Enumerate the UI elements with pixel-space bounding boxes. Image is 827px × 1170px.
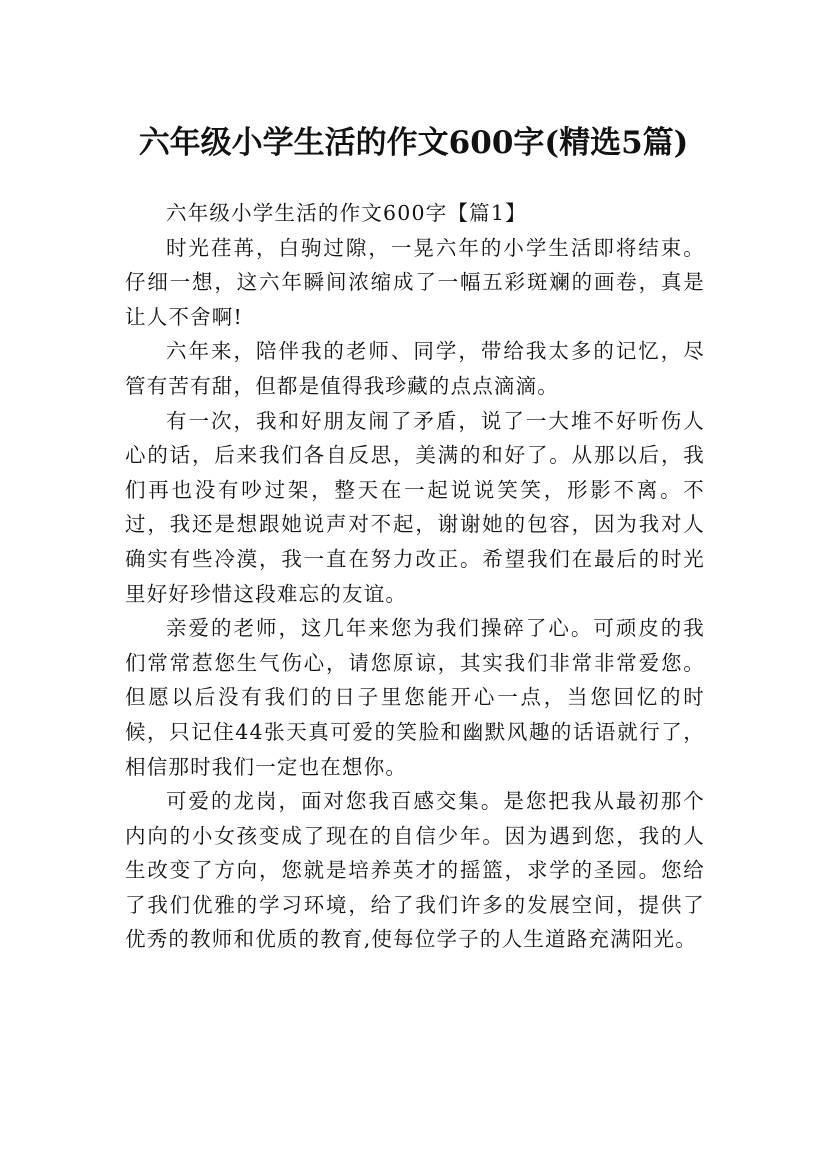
- paragraph: 亲爱的老师，这几年来您为我们操碎了心。可顽皮的我们常常惹您生气伤心，请您原谅，其实我们非常非常爱您。但愿以后没有我们的日子里您能开心一点，当您回忆的时候，只记住44张天真可爱的笑脸和幽默风趣的话语就行了，相信那时我们一定也在想你。: [125, 616, 705, 779]
- paragraph: 有一次，我和好朋友闹了矛盾，说了一大堆不好听伤人心的话，后来我们各自反思，美满的和好了。从那以后，我们再也没有吵过架，整天在一起说说笑笑，形影不离。不过，我还是想跟她说声对不起，谢谢她的包容，因为我对人确实有些冷漠，我一直在努力改正。希望我们在最后的时光里好好珍惜这段难忘的友谊。: [125, 408, 705, 606]
- document-title: 六年级小学生活的作文600字(精选5篇): [138, 124, 689, 161]
- paragraph: 可爱的龙岗，面对您我百感交集。是您把我从最初那个内向的小女孩变成了现在的自信少年。因为遇到您，我的人生改变了方向，您就是培养英才的摇篮，求学的圣园。您给了我们优雅的学习环境，给了我们许多的发展空间，提供了优秀的教师和优质的教育,使每位学子的人生道路充满阳光。: [125, 789, 705, 952]
- paragraph: 时光荏苒，白驹过隙，一晃六年的小学生活即将结束。仔细一想，这六年瞬间浓缩成了一幅五彩斑斓的画卷，真是让人不舍啊!: [125, 235, 705, 329]
- paragraph: 六年来，陪伴我的老师、同学，带给我太多的记忆，尽管有苦有甜，但都是值得我珍藏的点点滴滴。: [125, 339, 705, 398]
- section-heading: 六年级小学生活的作文600字【篇1】: [166, 201, 527, 225]
- document-body: [125, 196, 705, 957]
